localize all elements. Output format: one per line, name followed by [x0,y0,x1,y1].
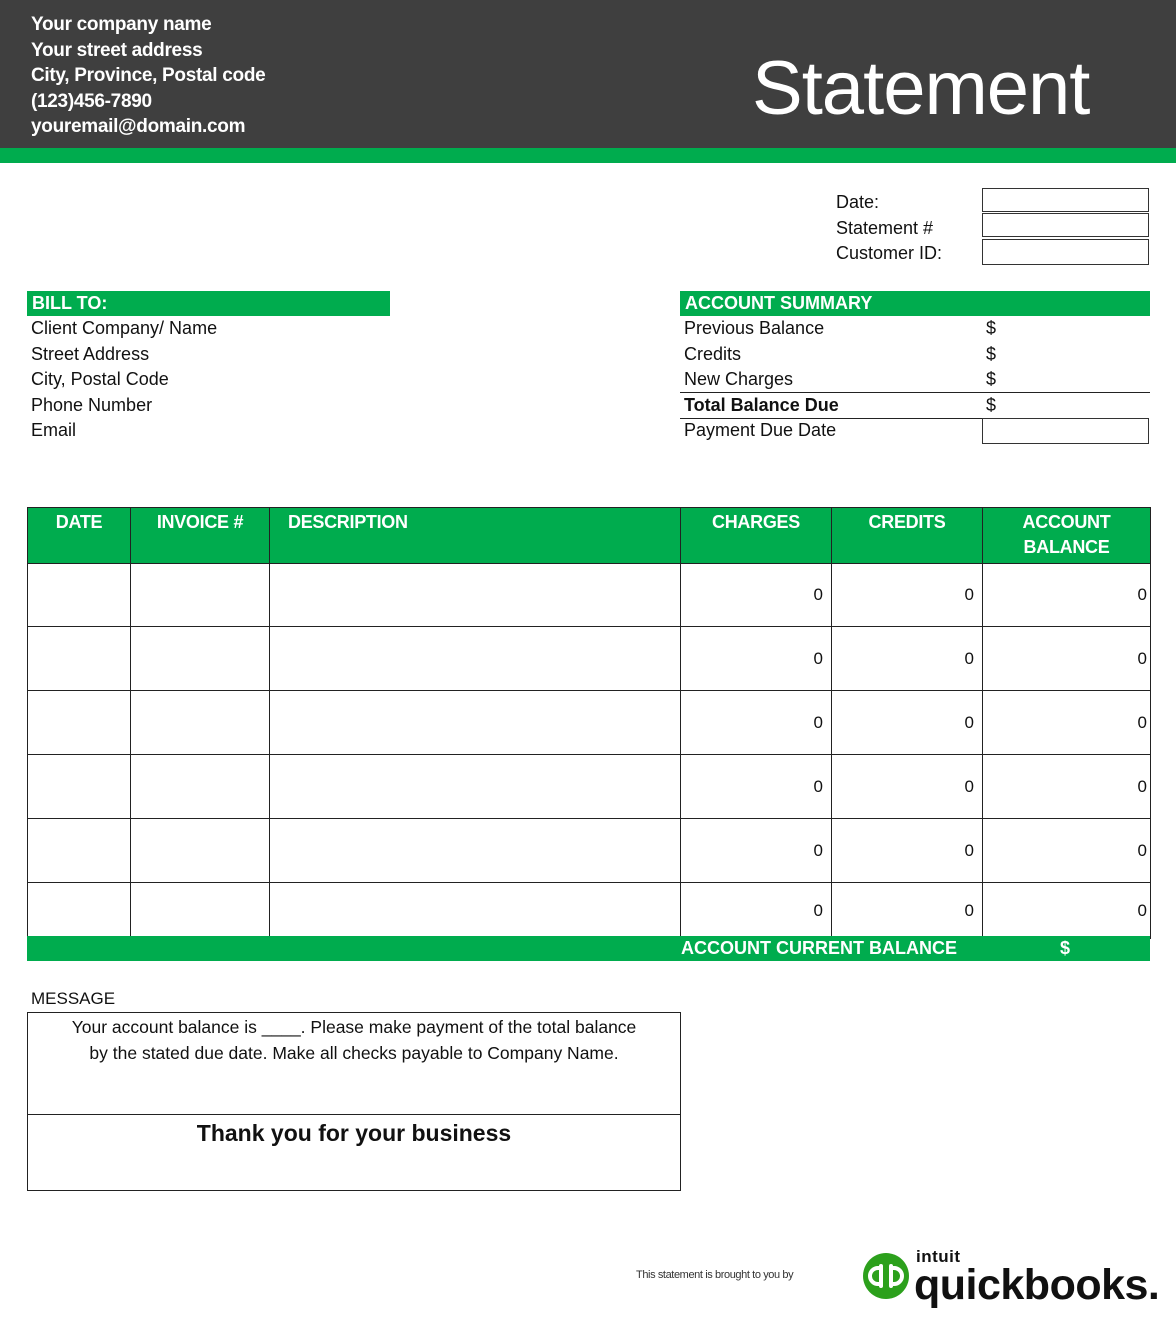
column-header-account: ACCOUNT [1022,512,1111,532]
invoice-cell[interactable] [131,627,270,691]
summary-currency[interactable]: $ [986,318,997,338]
balance-cell[interactable]: 0 [983,564,1151,627]
summary-label: Previous Balance [684,318,825,338]
current-balance-bar [27,936,1150,961]
date-cell[interactable] [28,691,131,755]
client-phone[interactable]: Phone Number [31,394,153,415]
description-cell[interactable] [270,755,681,819]
statement-number-field[interactable] [982,213,1149,237]
quickbooks-logo-icon [862,1252,910,1305]
summary-currency[interactable]: $ [986,369,997,390]
charges-cell[interactable]: 0 [681,691,832,755]
bill-to-heading: BILL TO: [27,291,390,316]
balance-cell[interactable]: 0 [983,627,1151,691]
company-email[interactable]: youremail@domain.com [31,116,246,137]
table-row [28,819,1151,883]
logo-intuit-text: intuit [916,1247,961,1266]
date-cell[interactable] [28,564,131,627]
bill-to-details [31,316,217,444]
column-header-invoice: INVOICE # [131,508,270,564]
brought-by-text: This statement is brought to you by [636,1269,794,1281]
charges-cell[interactable]: 0 [681,819,832,883]
credits-cell[interactable]: 0 [832,564,983,627]
charges-cell[interactable]: 0 [681,564,832,627]
thank-you-note: Thank you for your business [196,1120,512,1146]
summary-row-credits [684,342,1150,368]
balance-cell[interactable]: 0 [983,883,1151,939]
credits-cell[interactable]: 0 [832,755,983,819]
company-street[interactable]: Your street address [31,39,203,61]
credits-cell[interactable]: 0 [832,691,983,755]
table-row [28,755,1151,819]
summary-row-new-charges [684,367,1150,393]
invoice-cell[interactable] [131,755,270,819]
current-balance-label: ACCOUNT CURRENT BALANCE [681,938,957,958]
description-cell[interactable] [270,627,681,691]
date-cell[interactable] [28,627,131,691]
invoice-cell[interactable] [131,564,270,627]
charges-cell[interactable]: 0 [681,755,832,819]
credits-cell[interactable]: 0 [832,627,983,691]
message-line-1: Your account balance is ____. Please make payment of the total balance [71,1017,637,1037]
description-cell[interactable] [270,819,681,883]
message-line-2: by the stated due date. Make all checks payable to Company Name. [89,1042,619,1063]
summary-currency[interactable]: $ [986,394,997,415]
column-header-description: DESCRIPTION [270,508,681,564]
account-summary-heading: ACCOUNT SUMMARY [680,291,1150,316]
column-header-credits: CREDITS [832,508,983,564]
table-row [28,564,1151,627]
description-cell[interactable] [270,883,681,939]
summary-label: Credits [684,343,742,364]
company-info [31,12,265,140]
column-header-date: DATE [28,508,131,564]
customer-id-label: Customer ID: [836,243,943,263]
header-accent-stripe [0,148,1176,163]
payment-due-date-field[interactable] [982,418,1149,444]
description-cell[interactable] [270,691,681,755]
column-header-balance: BALANCE [1023,537,1110,557]
current-balance-value[interactable]: $ [1060,938,1071,958]
company-name[interactable]: Your company name [31,14,212,35]
charges-cell[interactable]: 0 [681,627,832,691]
client-name[interactable]: Client Company/ Name [31,318,218,338]
table-row [28,883,1151,939]
balance-cell[interactable]: 0 [983,691,1151,755]
column-header-charges: CHARGES [681,508,832,564]
message-box[interactable] [27,1012,681,1191]
table-row [28,627,1151,691]
summary-currency[interactable]: $ [986,343,997,364]
page-title: Statement [752,46,1090,131]
client-city[interactable]: City, Postal Code [31,369,169,390]
company-phone[interactable]: (123)456-7890 [31,90,152,112]
credits-cell[interactable]: 0 [832,819,983,883]
date-label: Date: [836,192,880,212]
invoice-cell[interactable] [131,883,270,939]
message-text [28,1015,680,1066]
customer-id-field[interactable] [982,239,1149,265]
summary-label: Payment Due Date [684,420,837,441]
client-email[interactable]: Email [31,420,77,441]
balance-cell[interactable]: 0 [983,819,1151,883]
invoice-cell[interactable] [131,691,270,755]
summary-row-total-balance-due [684,393,1150,419]
client-street[interactable]: Street Address [31,343,150,364]
date-cell[interactable] [28,883,131,939]
summary-divider-top [680,392,1150,393]
summary-label: Total Balance Due [684,394,839,415]
date-field[interactable] [982,188,1149,212]
statement-number-label: Statement # [836,217,934,238]
credits-cell[interactable]: 0 [832,883,983,939]
charges-cell[interactable]: 0 [681,883,832,939]
date-cell[interactable] [28,819,131,883]
invoice-cell[interactable] [131,819,270,883]
company-city[interactable]: City, Province, Postal code [31,65,266,86]
date-cell[interactable] [28,755,131,819]
balance-cell[interactable]: 0 [983,755,1151,819]
column-header-account-balance [983,508,1151,564]
logo-quickbooks-text: quickbooks. [914,1261,1160,1309]
message-divider [28,1114,680,1115]
message-label: MESSAGE [31,989,116,1008]
meta-labels [836,190,942,267]
summary-row-previous-balance [684,316,1150,342]
table-row [28,691,1151,755]
summary-label: New Charges [684,369,794,390]
transactions-table [27,507,1150,939]
summary-divider-bottom [680,418,982,419]
description-cell[interactable] [270,564,681,627]
